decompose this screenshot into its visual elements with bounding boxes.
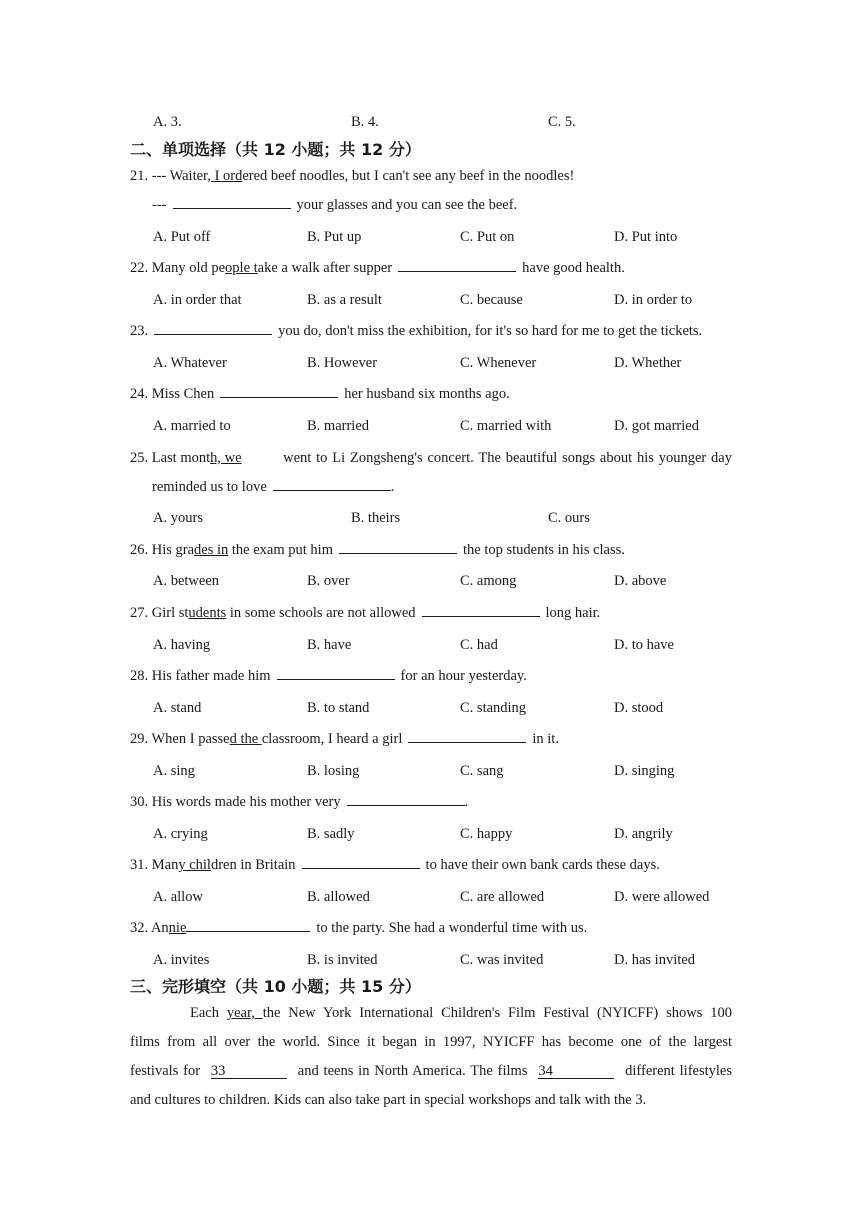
q28-option-d: D. stood xyxy=(614,700,664,716)
answer-blank xyxy=(422,604,540,617)
q27-option-a: A. having xyxy=(153,637,211,653)
q21-option-d: D. Put into xyxy=(614,229,678,245)
q26-stem-post: the exam put him xyxy=(228,542,333,558)
question-25-line2 xyxy=(152,478,394,496)
q23-stem-post: you do, don't miss the exhibition, for it's so hard for me to get the tickets. xyxy=(278,323,703,339)
q29-stem-post: classroom, I heard a girl xyxy=(261,731,403,747)
passage-line-3-pre: festivals for xyxy=(130,1063,201,1079)
q26-option-b: B. over xyxy=(307,573,350,589)
q32-option-c: C. was invited xyxy=(460,952,544,968)
q21-line2-post: your glasses and you can see the beef. xyxy=(296,197,518,213)
passage-line-3-mid: and teens in North America. The films xyxy=(297,1063,528,1079)
q22-stem-end: have good health. xyxy=(522,260,625,276)
question-27-stem xyxy=(130,604,600,622)
answer-blank xyxy=(408,730,526,743)
q28-stem-post: for an hour yesterday. xyxy=(400,668,527,684)
prev-option-c: C. 5. xyxy=(548,114,576,130)
q21-stem-post: ered beef noodles, but I can't see any beef in the noodles! xyxy=(242,168,575,184)
q28-stem-pre: 28. His father made him xyxy=(130,668,271,684)
q31-stem-underlined: y chil xyxy=(178,857,211,873)
q22-option-b: B. as a result xyxy=(307,292,382,308)
q24-option-a: A. married to xyxy=(153,418,231,434)
question-21-line2 xyxy=(152,196,517,214)
passage-line-2: films from all over the world. Since it began in 1997, NYICFF has become one of the largest xyxy=(130,1034,732,1050)
q29-option-d: D. singing xyxy=(614,763,675,779)
q28-option-a: A. stand xyxy=(153,700,202,716)
q27-option-b: B. have xyxy=(307,637,352,653)
q23-option-c: C. Whenever xyxy=(460,355,537,371)
question-29-stem xyxy=(130,730,559,748)
q27-stem-pre: 27. Girl st xyxy=(130,605,189,621)
answer-blank xyxy=(302,856,420,869)
q31-stem-post: dren in Britain xyxy=(210,857,296,873)
q22-stem-pre: 22. Many old pe xyxy=(130,260,226,276)
q21-option-a: A. Put off xyxy=(153,229,211,245)
q32-stem-underlined: nie xyxy=(168,920,187,936)
section-2-heading: 二、单项选择（共 12 小题；共 12 分） xyxy=(130,140,421,159)
q25-line2-post: . xyxy=(390,479,395,495)
q25-stem-first xyxy=(130,449,242,467)
q27-stem-end: long hair. xyxy=(545,605,601,621)
question-28-stem xyxy=(130,667,527,685)
q22-stem-post: ake a walk after supper xyxy=(257,260,393,276)
passage-line-3 xyxy=(130,1057,732,1086)
q24-stem-pre: 24. Miss Chen xyxy=(130,386,215,402)
q21-option-c: C. Put on xyxy=(460,229,515,245)
prev-option-a: A. 3. xyxy=(153,114,182,130)
question-26-stem xyxy=(130,541,625,559)
q31-option-b: B. allowed xyxy=(307,889,370,905)
section-3-heading: 三、完形填空（共 10 小题；共 15 分） xyxy=(130,977,421,996)
prev-option-b: B. 4. xyxy=(351,114,379,130)
q25-option-a: A. yours xyxy=(153,510,203,526)
q26-option-a: A. between xyxy=(153,573,220,589)
q27-option-c: C. had xyxy=(460,637,498,653)
q25-option-b: B. theirs xyxy=(351,510,401,526)
q29-option-b: B. losing xyxy=(307,763,360,779)
passage-line-1-post: the New York International Children's Film Festival (NYICFF) shows 100 xyxy=(262,1005,732,1021)
q21-stem-pre: 21. --- Waiter, xyxy=(130,168,211,184)
q21-stem-underlined: I ord xyxy=(210,168,243,184)
passage-line-1-underlined: year, xyxy=(226,1005,263,1021)
q30-option-a: A. crying xyxy=(153,826,208,842)
q23-stem-pre: 23. xyxy=(130,323,149,339)
answer-blank xyxy=(173,196,291,209)
q25-stem-pre: 25. Last mont xyxy=(130,450,211,466)
passage-line-1-pre: Each xyxy=(190,1005,227,1021)
answer-blank xyxy=(220,385,338,398)
q21-option-b: B. Put up xyxy=(307,229,362,245)
q27-stem-underlined: udents xyxy=(188,605,227,621)
q22-option-d: D. in order to xyxy=(614,292,693,308)
question-21-stem xyxy=(130,167,574,185)
question-31-stem xyxy=(130,856,660,874)
q30-option-d: D. angrily xyxy=(614,826,673,842)
q30-stem-post: . xyxy=(464,794,469,810)
question-22-stem xyxy=(130,259,625,277)
q25-stem-underlined: h, we xyxy=(210,450,242,466)
question-32-stem xyxy=(130,919,587,937)
q28-option-c: C. standing xyxy=(460,700,527,716)
q29-option-c: C. sang xyxy=(460,763,504,779)
blank-33: 33 xyxy=(211,1064,287,1079)
q26-stem-end: the top students in his class. xyxy=(462,542,625,558)
q29-stem-end: in it. xyxy=(532,731,559,747)
q31-option-c: C. are allowed xyxy=(460,889,545,905)
cloze-passage xyxy=(130,999,732,1115)
q22-stem-underlined: ople t xyxy=(225,260,258,276)
q26-option-c: C. among xyxy=(460,573,517,589)
question-30-stem xyxy=(130,793,468,811)
q32-option-d: D. has invited xyxy=(614,952,695,968)
answer-blank xyxy=(186,919,310,932)
q28-option-b: B. to stand xyxy=(307,700,370,716)
q32-stem-post: to the party. She had a wonderful time with us. xyxy=(316,920,588,936)
q30-option-b: B. sadly xyxy=(307,826,355,842)
q32-stem-pre: 32. An xyxy=(130,920,169,936)
answer-blank xyxy=(273,478,391,491)
answer-blank xyxy=(277,667,395,680)
passage-line-4: and cultures to children. Kids can also take part in special workshops and talk with the 3. xyxy=(130,1092,647,1108)
q25-line2-pre: reminded us to love xyxy=(152,479,267,495)
answer-blank xyxy=(339,541,457,554)
answer-blank xyxy=(398,259,516,272)
q24-option-d: D. got married xyxy=(614,418,699,434)
q27-option-d: D. to have xyxy=(614,637,674,653)
q26-stem-pre: 26. His gra xyxy=(130,542,195,558)
q24-stem-post: her husband six months ago. xyxy=(344,386,510,402)
passage-line-1 xyxy=(130,999,732,1028)
question-24-stem xyxy=(130,385,510,403)
passage-line-3-post: different lifestyles xyxy=(625,1063,732,1079)
q26-stem-underlined: des in xyxy=(194,542,229,558)
answer-blank xyxy=(347,793,465,806)
q30-stem-pre: 30. His words made his mother very xyxy=(130,794,341,810)
q23-option-a: A. Whatever xyxy=(153,355,227,371)
q31-option-a: A. allow xyxy=(153,889,203,905)
q32-option-a: A. invites xyxy=(153,952,210,968)
question-23-stem xyxy=(130,322,702,340)
q21-line2-pre: --- xyxy=(152,197,167,213)
answer-blank xyxy=(154,322,272,335)
blank-34: 34 xyxy=(538,1064,614,1079)
q27-stem-post: in some schools are not allowed xyxy=(226,605,416,621)
q24-option-b: B. married xyxy=(307,418,370,434)
q29-stem-pre: 29. When I passe xyxy=(130,731,230,747)
q25-option-c: C. ours xyxy=(548,510,590,526)
q23-option-b: B. However xyxy=(307,355,378,371)
q23-option-d: D. Whether xyxy=(614,355,682,371)
q32-option-b: B. is invited xyxy=(307,952,378,968)
q31-stem-pre: 31. Man xyxy=(130,857,179,873)
q25-stem-post: went to Li Zongsheng's concert. The beautiful songs about his younger day xyxy=(283,450,732,466)
q26-option-d: D. above xyxy=(614,573,667,589)
q29-option-a: A. sing xyxy=(153,763,195,779)
q22-option-a: A. in order that xyxy=(153,292,242,308)
q30-option-c: C. happy xyxy=(460,826,513,842)
question-25-stem xyxy=(130,449,732,467)
q24-option-c: C. married with xyxy=(460,418,552,434)
q31-option-d: D. were allowed xyxy=(614,889,710,905)
q31-stem-end: to have their own bank cards these days. xyxy=(425,857,660,873)
q29-stem-underlined: d the xyxy=(229,731,262,747)
q22-option-c: C. because xyxy=(460,292,523,308)
